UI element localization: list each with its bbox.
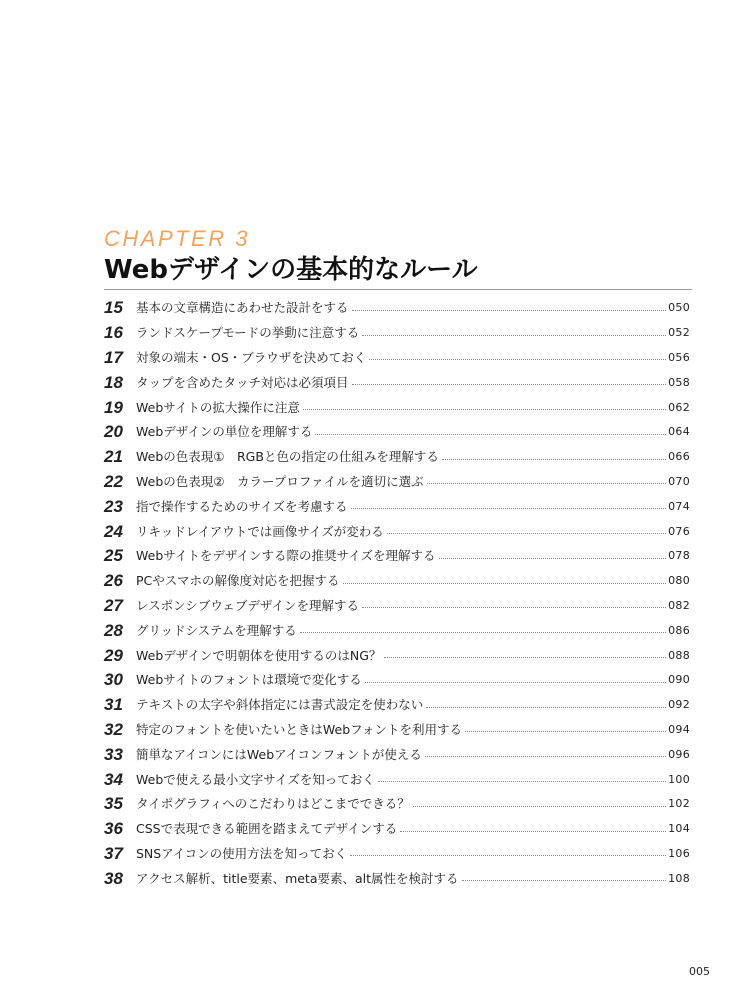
table-of-contents xyxy=(104,296,690,891)
toc-entry-title: Webサイトをデザインする際の推奨サイズを理解する xyxy=(136,548,436,564)
toc-entry-number: 21 xyxy=(104,447,123,467)
toc-entry-page: 056 xyxy=(668,350,690,364)
toc-entry-title: グリッドシステムを理解する xyxy=(136,622,297,638)
toc-dot-leader xyxy=(427,483,667,484)
toc-entry[interactable] xyxy=(104,370,690,395)
toc-entry[interactable] xyxy=(104,643,690,668)
toc-dot-leader xyxy=(369,359,666,360)
toc-entry-number: 31 xyxy=(104,695,123,715)
toc-entry-number: 25 xyxy=(104,546,123,566)
toc-dot-leader xyxy=(387,533,666,534)
toc-entry-page: 078 xyxy=(668,549,690,563)
chapter-title: Webデザインの基本的なルール xyxy=(104,255,478,285)
toc-dot-leader xyxy=(365,682,666,683)
toc-dot-leader xyxy=(439,558,667,559)
toc-dot-leader xyxy=(442,459,666,460)
toc-entry-page: 050 xyxy=(668,301,690,315)
toc-entry-title: 指で操作するためのサイズを考慮する xyxy=(136,498,348,514)
toc-entry-number: 28 xyxy=(104,620,123,640)
toc-entry[interactable] xyxy=(104,594,690,619)
toc-entry[interactable] xyxy=(104,395,690,420)
toc-entry-page: 080 xyxy=(668,574,690,588)
toc-entry-number: 16 xyxy=(104,323,123,343)
toc-entry-page: 106 xyxy=(668,846,690,860)
toc-entry[interactable] xyxy=(104,742,690,767)
toc-entry-page: 090 xyxy=(668,673,690,687)
toc-entry-number: 20 xyxy=(104,422,123,442)
chapter-label: CHAPTER 3 xyxy=(104,226,250,251)
toc-entry-page: 086 xyxy=(668,623,690,637)
toc-entry-number: 27 xyxy=(104,595,123,615)
toc-dot-leader xyxy=(343,583,667,584)
toc-entry-number: 35 xyxy=(104,794,123,814)
toc-dot-leader xyxy=(413,806,666,807)
toc-entry[interactable] xyxy=(104,569,690,594)
toc-dot-leader xyxy=(465,731,666,732)
toc-entry-number: 37 xyxy=(104,843,123,863)
toc-entry-page: 070 xyxy=(668,474,690,488)
toc-entry-title: 簡単なアイコンにはWebアイコンフォントが使える xyxy=(136,746,422,762)
toc-entry-number: 18 xyxy=(104,372,123,392)
toc-dot-leader xyxy=(303,409,666,410)
toc-entry-page: 104 xyxy=(668,822,690,836)
toc-dot-leader xyxy=(362,607,666,608)
toc-entry[interactable] xyxy=(104,842,690,867)
toc-entry[interactable] xyxy=(104,792,690,817)
toc-entry[interactable] xyxy=(104,544,690,569)
toc-entry-page: 094 xyxy=(668,722,690,736)
page-number: 005 xyxy=(689,965,710,978)
toc-entry[interactable] xyxy=(104,668,690,693)
toc-dot-leader xyxy=(426,707,666,708)
toc-entry-title: ランドスケープモードの挙動に注意する xyxy=(136,325,360,341)
toc-entry[interactable] xyxy=(104,470,690,495)
toc-entry-page: 088 xyxy=(668,648,690,662)
toc-entry-number: 19 xyxy=(104,397,123,417)
toc-entry-page: 074 xyxy=(668,499,690,513)
title-divider xyxy=(104,289,692,290)
toc-entry-number: 15 xyxy=(104,298,123,318)
toc-entry-page: 100 xyxy=(668,772,690,786)
toc-entry-number: 33 xyxy=(104,744,123,764)
toc-entry-page: 082 xyxy=(668,598,690,612)
toc-entry-page: 062 xyxy=(668,400,690,414)
toc-entry[interactable] xyxy=(104,866,690,891)
toc-dot-leader xyxy=(400,831,666,832)
toc-entry[interactable] xyxy=(104,693,690,718)
toc-entry-title: Webサイトのフォントは環境で変化する xyxy=(136,672,362,688)
toc-entry-number: 26 xyxy=(104,571,123,591)
toc-entry-title: Webの色表現① RGBと色の指定の仕組みを理解する xyxy=(136,449,439,465)
toc-entry-number: 22 xyxy=(104,471,123,491)
toc-entry-page: 092 xyxy=(668,698,690,712)
toc-entry-number: 24 xyxy=(104,521,123,541)
toc-entry-title: アクセス解析、title要素、meta要素、alt属性を検討する xyxy=(136,870,459,886)
toc-entry[interactable] xyxy=(104,321,690,346)
toc-entry-title: 対象の端末・OS・ブラウザを決めておく xyxy=(136,349,367,365)
toc-dot-leader xyxy=(352,384,667,385)
toc-dot-leader xyxy=(352,310,667,311)
toc-entry[interactable] xyxy=(104,346,690,371)
toc-entry-page: 096 xyxy=(668,747,690,761)
toc-entry[interactable] xyxy=(104,817,690,842)
toc-entry-title: Webデザインの単位を理解する xyxy=(136,424,313,440)
toc-dot-leader xyxy=(351,508,667,509)
toc-entry-page: 066 xyxy=(668,450,690,464)
toc-entry-title: Webの色表現② カラープロファイルを適切に選ぶ xyxy=(136,473,424,489)
toc-entry-page: 108 xyxy=(668,871,690,885)
toc-dot-leader xyxy=(315,434,666,435)
toc-entry-number: 23 xyxy=(104,496,123,516)
toc-entry-number: 32 xyxy=(104,719,123,739)
toc-entry-title: SNSアイコンの使用方法を知っておく xyxy=(136,845,348,861)
toc-entry-title: PCやスマホの解像度対応を把握する xyxy=(136,573,340,589)
toc-dot-leader xyxy=(378,781,666,782)
toc-entry-title: 基本の文章構造にあわせた設計をする xyxy=(136,300,349,316)
toc-entry-title: Webサイトの拡大操作に注意 xyxy=(136,399,300,415)
toc-entry-title: リキッドレイアウトでは画像サイズが変わる xyxy=(136,523,384,539)
toc-entry-title: Webデザインで明朝体を使用するのはNG？ xyxy=(136,647,382,663)
toc-entry[interactable] xyxy=(104,445,690,470)
toc-dot-leader xyxy=(300,632,666,633)
toc-dot-leader xyxy=(384,657,666,658)
toc-entry[interactable] xyxy=(104,420,690,445)
toc-entry[interactable] xyxy=(104,494,690,519)
toc-entry[interactable] xyxy=(104,519,690,544)
toc-entry-title: CSSで表現できる範囲を踏まえてデザインする xyxy=(136,821,398,837)
toc-entry-number: 29 xyxy=(104,645,123,665)
toc-entry-number: 36 xyxy=(104,819,123,839)
toc-entry-number: 38 xyxy=(104,868,123,888)
toc-entry[interactable] xyxy=(104,296,690,321)
toc-entry-title: 特定のフォントを使いたいときはWebフォントを利用する xyxy=(136,721,463,737)
toc-entry[interactable] xyxy=(104,767,690,792)
toc-entry-title: レスポンシブウェブデザインを理解する xyxy=(136,597,359,613)
toc-entry-title: Webで使える最小文字サイズを知っておく xyxy=(136,771,375,787)
toc-entry-title: タップを含めたタッチ対応は必須項目 xyxy=(136,374,349,390)
toc-dot-leader xyxy=(462,880,667,881)
toc-entry-number: 34 xyxy=(104,769,123,789)
toc-entry-page: 058 xyxy=(668,375,690,389)
toc-dot-leader xyxy=(425,756,666,757)
toc-entry-page: 076 xyxy=(668,524,690,538)
toc-entry-number: 17 xyxy=(104,347,123,367)
toc-entry-title: テキストの太字や斜体指定には書式設定を使わない xyxy=(136,697,424,713)
toc-entry-page: 064 xyxy=(668,425,690,439)
toc-entry[interactable] xyxy=(104,618,690,643)
toc-entry-number: 30 xyxy=(104,670,123,690)
toc-dot-leader xyxy=(362,335,666,336)
toc-entry-page: 102 xyxy=(668,797,690,811)
toc-entry-title: タイポグラフィへのこだわりはどこまでできる？ xyxy=(136,796,410,812)
toc-dot-leader xyxy=(350,855,666,856)
toc-entry-page: 052 xyxy=(668,326,690,340)
toc-entry[interactable] xyxy=(104,718,690,743)
